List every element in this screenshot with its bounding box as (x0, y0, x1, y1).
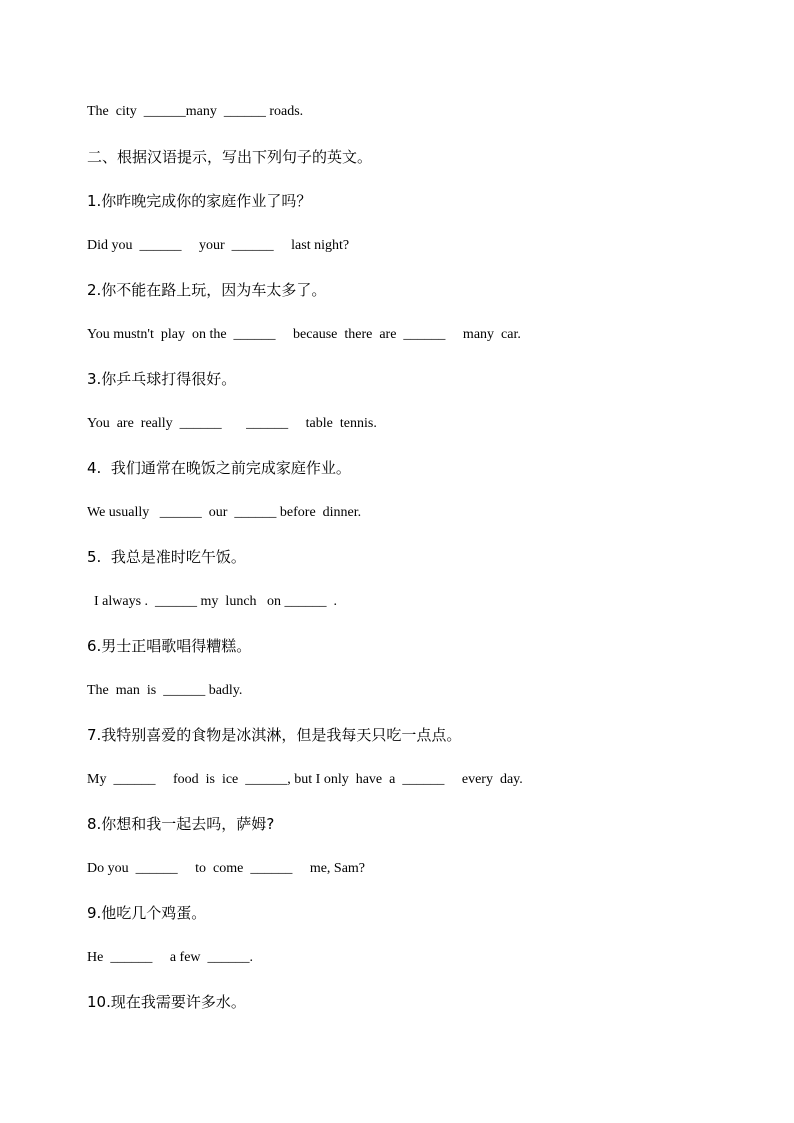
question-prompt-2: 2.你不能在路上玩，因为车太多了。 (87, 281, 327, 299)
question-prompt-8: 8.你想和我一起去吗，萨姆? (87, 815, 275, 833)
section-heading: 二、根据汉语提示，写出下列句子的英文。 (87, 148, 373, 166)
question-answer-4: We usually ______ our ______ before dinner. (87, 505, 362, 520)
question-prompt-1: 1.你昨晚完成你的家庭作业了吗？ (87, 192, 312, 210)
question-answer-8: Do you ______ to come ______ me, Sam? (87, 861, 366, 876)
question-answer-1: Did you ______ your ______ last night? (87, 238, 350, 253)
question-answer-7: My ______ food is ice ______, but I only have a ______ every day. (87, 772, 523, 787)
question-answer-6: The man is ______ badly. (87, 683, 243, 698)
question-answer-5: I always . ______ my lunch on ______ . (87, 594, 338, 609)
question-answer-3: You are really ______ ______ table tennis. (87, 416, 377, 431)
question-prompt-5: 5. 我总是准时吃午饭。 (87, 548, 246, 566)
question-prompt-10: 10.现在我需要许多水。 (87, 993, 246, 1011)
question-prompt-4: 4. 我们通常在晚饭之前完成家庭作业。 (87, 459, 351, 477)
question-answer-2: You mustn't play on the ______ because there are ______ many car. (87, 327, 521, 342)
question-answer-9: He ______ a few ______. (87, 950, 254, 965)
exercise-sentence: The city ______many ______ roads. (87, 104, 304, 119)
question-prompt-3: 3.你乒乓球打得很好。 (87, 370, 237, 388)
question-prompt-9: 9.他吃几个鸡蛋。 (87, 904, 207, 922)
question-prompt-6: 6.男士正唱歌唱得糟糕。 (87, 637, 252, 655)
question-prompt-7: 7.我特别喜爱的食物是冰淇淋，但是我每天只吃一点点。 (87, 726, 462, 744)
